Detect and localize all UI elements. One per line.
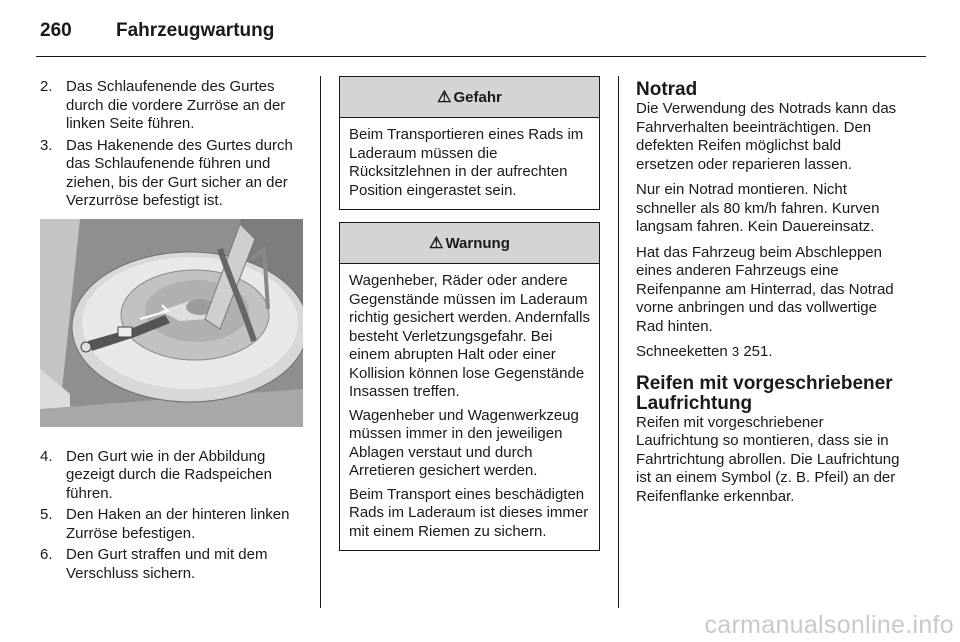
- warning-text: Beim Transport eines beschädigten Rads im Laderaum ist dieses immer mit einem Riemen zu sichern.: [349, 485, 589, 540]
- page-header: [40, 14, 274, 48]
- section-heading-reifen: Reifen mit vorgeschriebener Laufrichtung: [636, 372, 893, 414]
- step-number: 3.: [40, 136, 53, 154]
- section-heading-notrad: Notrad: [636, 79, 698, 100]
- list-item: [40, 546, 306, 583]
- column-instructions: [40, 78, 306, 586]
- spare-wheel-illustration: [40, 219, 303, 427]
- step-number: 2.: [40, 78, 53, 95]
- paragraph: Die Verwendung des Notrads kann das Fahrverhalten beeinträchtigen. Den defekten Reifen möglichst bald ersetzen oder reparieren lassen.: [636, 100, 897, 173]
- reference-label: Schneeketten: [636, 343, 728, 360]
- step-text: Den Gurt wie in der Abbildung gezeigt durch die Radspeichen führen.: [66, 447, 272, 502]
- step-number: 6.: [40, 546, 53, 563]
- warning-title: Warnung: [445, 234, 510, 252]
- step-number: 4.: [40, 447, 53, 465]
- page-number: 260: [40, 20, 72, 41]
- spare-wheel-drawing: [40, 219, 303, 427]
- reference-page: 251.: [743, 343, 773, 360]
- watermark: carmanualsonline.info: [704, 611, 954, 639]
- danger-box-header: [340, 77, 599, 118]
- list-item: [40, 448, 306, 504]
- column-safety-notices: [339, 76, 600, 563]
- paragraph: Nur ein Notrad montieren. Nicht schneller als 80 km/h fahren. Kurven langsam fahren. Kein Dauereinsatz.: [636, 181, 880, 235]
- warning-box-header: [340, 223, 599, 264]
- danger-box: [339, 76, 600, 210]
- list-item: [40, 506, 306, 543]
- danger-title: Gefahr: [453, 88, 502, 106]
- warning-triangle-icon: ⚠: [429, 235, 444, 252]
- danger-text: Beim Transportieren eines Rads im Laderaum müssen die Rücksitzlehnen in der aufrechten Position eingerastet sein.: [349, 126, 584, 199]
- step-text: Das Hakenende des Gurtes durch das Schlaufenende führen und ziehen, bis der Gurt sicher an der Verzurröse befestigt ist.: [66, 136, 293, 209]
- warning-box-body: [340, 264, 599, 550]
- warning-text: Wagenheber und Wagenwerkzeug müssen immer in den jeweiligen Ablagen verstaut und durch Arretieren gesichert werden.: [349, 406, 579, 479]
- cross-reference: [636, 343, 902, 362]
- header-divider: [36, 56, 926, 57]
- danger-box-body: [340, 118, 599, 209]
- page-title: Fahrzeugwartung: [116, 20, 275, 41]
- list-item: [40, 78, 306, 134]
- step-text: Den Gurt straffen und mit dem Verschluss sichern.: [66, 546, 268, 582]
- column-divider-right: [618, 76, 619, 608]
- column-spare-tire-info: [636, 80, 902, 513]
- list-item: [40, 137, 306, 211]
- step-text: Das Schlaufenende des Gurtes durch die vordere Zurröse an der linken Seite führen.: [66, 78, 286, 132]
- reference-arrow-icon: 3: [731, 344, 740, 359]
- step-text: Den Haken an der hinteren linken Zurröse befestigen.: [66, 506, 290, 542]
- warning-text: Wagenheber, Räder oder andere Gegenstände müssen im Laderaum richtig gesichert werden. Andernfalls besteht Verletzungsgefahr. Bei einem abrupten Halt oder einer Kollision können lose Gegenstände Insassen treffen.: [349, 272, 590, 400]
- paragraph: Reifen mit vorgeschriebener Laufrichtung so montieren, dass sie in Fahrtrichtung abrollen. Die Laufrichtung ist an einem Symbol (z. B. Pfeil) an der Reifenflanke erkennbar.: [636, 413, 900, 505]
- warning-triangle-icon: ⚠: [437, 89, 452, 106]
- step-number: 5.: [40, 506, 53, 523]
- column-divider-left: [320, 76, 321, 608]
- paragraph: Hat das Fahrzeug beim Abschleppen eines anderen Fahrzeugs eine Reifenpanne am Hinterrad, das Notrad vorne anbringen und das vollwertige Rad hinten.: [636, 243, 894, 335]
- warning-box: [339, 222, 600, 551]
